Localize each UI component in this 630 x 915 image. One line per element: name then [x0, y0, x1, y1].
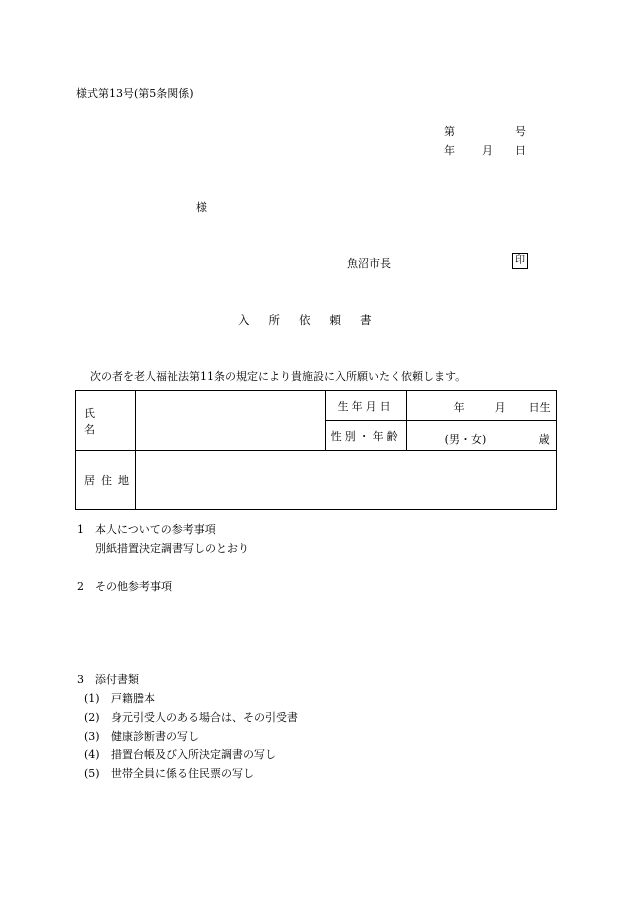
sender-mayor: 魚沼市長 — [347, 257, 391, 270]
applicant-info-table — [75, 390, 557, 510]
section-1-title: 1 本人についての参考事項 — [77, 523, 216, 536]
age-unit: 歳 — [538, 433, 550, 446]
number-suffix-label: 号 — [515, 125, 526, 138]
attachment-item: (2) 身元引受人のある場合は、その引受書 — [84, 711, 298, 724]
attachment-item: (3) 健康診断書の写し — [84, 730, 199, 743]
attachment-item: (1) 戸籍謄本 — [84, 692, 155, 705]
section-1-body: 別紙措置決定調書写しのとおり — [95, 542, 249, 555]
name-label: 氏名 — [76, 391, 136, 451]
sex-options: (男・女) — [444, 433, 487, 446]
dob-label: 生年月日 — [325, 391, 406, 421]
address-field[interactable] — [136, 451, 557, 510]
sex-age-field[interactable] — [406, 421, 556, 451]
dob-year-unit: 年 — [453, 401, 465, 414]
seal-mark: 印 — [512, 253, 528, 269]
document-title: 入所依頼書 — [238, 313, 391, 327]
date-year-label: 年 — [444, 144, 455, 157]
intro-text: 次の者を老人福祉法第11条の規定により貴施設に入所願いたく依頼します。 — [90, 370, 467, 383]
addressee-honorific: 様 — [196, 201, 207, 214]
section-3-title: 3 添付書類 — [77, 673, 139, 686]
date-day-label: 日 — [515, 144, 526, 157]
sex-age-label: 性別・年齢 — [325, 421, 406, 451]
attachment-item: (4) 措置台帳及び入所決定調書の写し — [84, 748, 276, 761]
attachment-item: (5) 世帯全員に係る住民票の写し — [84, 767, 254, 780]
name-field[interactable] — [136, 391, 325, 451]
dob-day-unit: 日生 — [528, 401, 551, 414]
date-month-label: 月 — [482, 144, 493, 157]
dob-field[interactable] — [406, 391, 556, 421]
dob-month-unit: 月 — [494, 401, 506, 414]
address-label: 居住地 — [76, 451, 136, 510]
section-2-title: 2 その他参考事項 — [77, 580, 172, 593]
form-number: 様式第13号(第5条関係) — [76, 87, 194, 100]
number-prefix-label: 第 — [444, 125, 455, 138]
